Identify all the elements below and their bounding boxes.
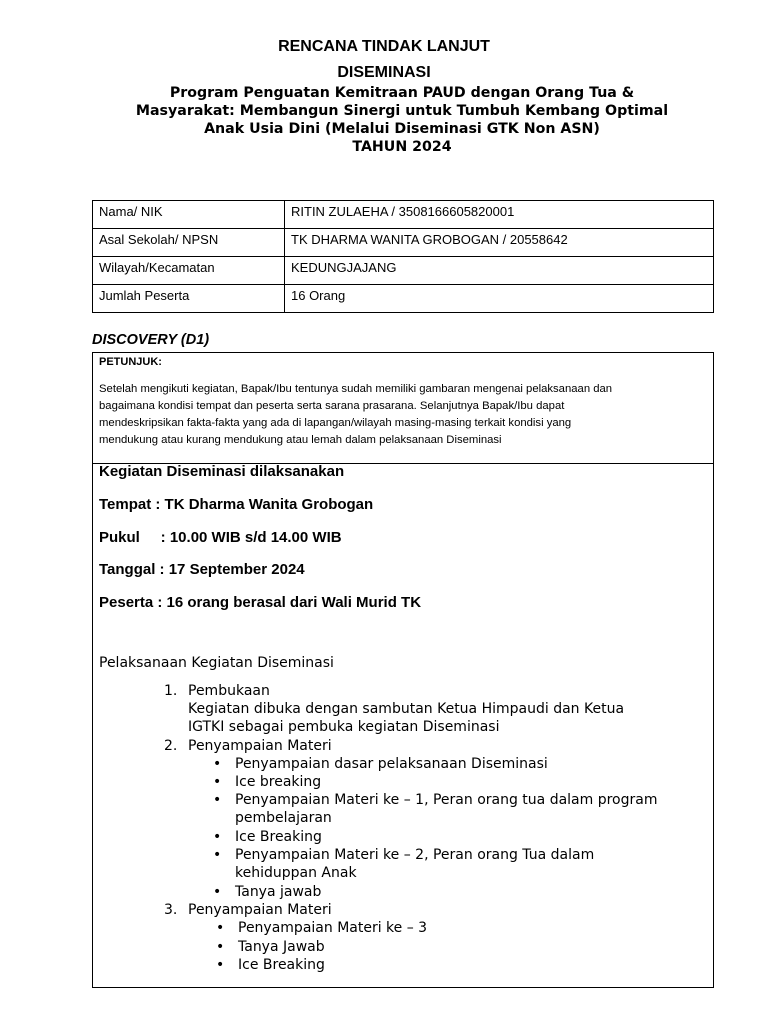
list-item-pembukaan: Pembukaan	[188, 683, 270, 699]
row-value-jumlah: 16 Orang	[285, 285, 714, 313]
kegiatan-tanggal: Tanggal : 17 September 2024	[99, 561, 305, 578]
bullet-item: Penyampaian Materi ke – 1, Peran orang tua dalam program	[235, 792, 658, 808]
bullet-icon: •	[213, 884, 222, 900]
table-row	[93, 201, 714, 229]
bullet-icon: •	[216, 920, 225, 936]
list-number: 3.	[164, 902, 178, 918]
bullet-item: Tanya Jawab	[238, 939, 325, 955]
list-item-desc: IGTKI sebagai pembuka kegiatan Diseminasi	[188, 719, 500, 735]
list-number: 1.	[164, 683, 178, 699]
list-item-penyampaian-materi-3: Penyampaian Materi	[188, 902, 332, 918]
kegiatan-heading: Kegiatan Diseminasi dilaksanakan	[99, 463, 345, 480]
kegiatan-tempat: Tempat : TK Dharma Wanita Grobogan	[99, 496, 374, 513]
table-row	[93, 257, 714, 285]
row-value-nama: RITIN ZULAEHA / 3508166605820001	[285, 201, 714, 229]
instructions-panel	[93, 353, 713, 464]
instructions-heading: PETUNJUK:	[99, 356, 162, 368]
program-title	[92, 84, 712, 156]
row-value-sekolah: TK DHARMA WANITA GROBOGAN / 20558642	[285, 229, 714, 257]
bullet-icon: •	[213, 829, 222, 845]
program-title-line: Masyarakat: Membangun Sinergi untuk Tumbuh Kembang Optimal	[135, 103, 669, 119]
section-title-discovery: DISCOVERY (D1)	[92, 332, 210, 348]
discovery-box	[92, 352, 714, 988]
instructions-line: mendukung atau kurang mendukung atau lemah dalam pelaksanaan Diseminasi	[99, 434, 502, 446]
bullet-icon: •	[216, 957, 225, 973]
kegiatan-peserta: Peserta : 16 orang berasal dari Wali Murid TK	[99, 594, 422, 611]
bullet-item: Penyampaian Materi ke – 2, Peran orang Tua dalam	[235, 847, 595, 863]
kegiatan-pukul: Pukul : 10.00 WIB s/d 14.00 WIB	[99, 529, 342, 546]
list-number: 2.	[164, 738, 178, 754]
row-value-wilayah: KEDUNGJAJANG	[285, 257, 714, 285]
document-title: RENCANA TINDAK LANJUT	[278, 38, 490, 55]
bullet-icon: •	[216, 939, 225, 955]
bullet-item: Ice Breaking	[235, 829, 322, 845]
bullet-item: Penyampaian Materi ke – 3	[238, 920, 428, 936]
instructions-line: mendeskripsikan fakta-fakta yang ada di lapangan/wilayah masing-masing terkait kondisi yang	[99, 417, 572, 429]
bullet-icon: •	[213, 774, 222, 790]
row-label-wilayah: Wilayah/Kecamatan	[93, 257, 285, 285]
bullet-item: Tanya jawab	[235, 884, 322, 900]
instructions-text	[99, 381, 705, 449]
document-subtitle-diseminasi: DISEMINASI	[337, 64, 431, 81]
program-title-line: Anak Usia Dini (Melalui Diseminasi GTK Non ASN)	[204, 121, 600, 137]
program-title-line: Program Penguatan Kemitraan PAUD dengan Orang Tua &	[169, 85, 635, 101]
bullet-item: Penyampaian dasar pelaksanaan Diseminasi	[235, 756, 548, 772]
bullet-icon: •	[213, 847, 222, 863]
row-label-nama: Nama/ NIK	[93, 201, 285, 229]
table-row	[93, 285, 714, 313]
bullet-item-continuation: pembelajaran	[235, 810, 332, 826]
program-year: TAHUN 2024	[352, 139, 452, 155]
list-item-penyampaian-materi: Penyampaian Materi	[188, 738, 332, 754]
identity-table	[92, 200, 714, 313]
bullet-item: Ice Breaking	[238, 957, 325, 973]
bullet-item: Ice breaking	[235, 774, 322, 790]
instructions-line: Setelah mengikuti kegiatan, Bapak/Ibu tentunya sudah memiliki gambaran mengenai pelaksanaan dan	[99, 383, 613, 395]
row-label-sekolah: Asal Sekolah/ NPSN	[93, 229, 285, 257]
bullet-icon: •	[213, 756, 222, 772]
bullet-item-continuation: kehiduppan Anak	[235, 865, 357, 881]
table-row	[93, 229, 714, 257]
bullet-icon: •	[213, 792, 222, 808]
row-label-jumlah: Jumlah Peserta	[93, 285, 285, 313]
instructions-line: bagaimana kondisi tempat dan peserta serta sarana prasarana. Selanjutnya Bapak/Ibu dapat	[99, 400, 565, 412]
list-item-desc: Kegiatan dibuka dengan sambutan Ketua Himpaudi dan Ketua	[188, 701, 625, 717]
pelaksanaan-heading: Pelaksanaan Kegiatan Diseminasi	[99, 655, 334, 671]
